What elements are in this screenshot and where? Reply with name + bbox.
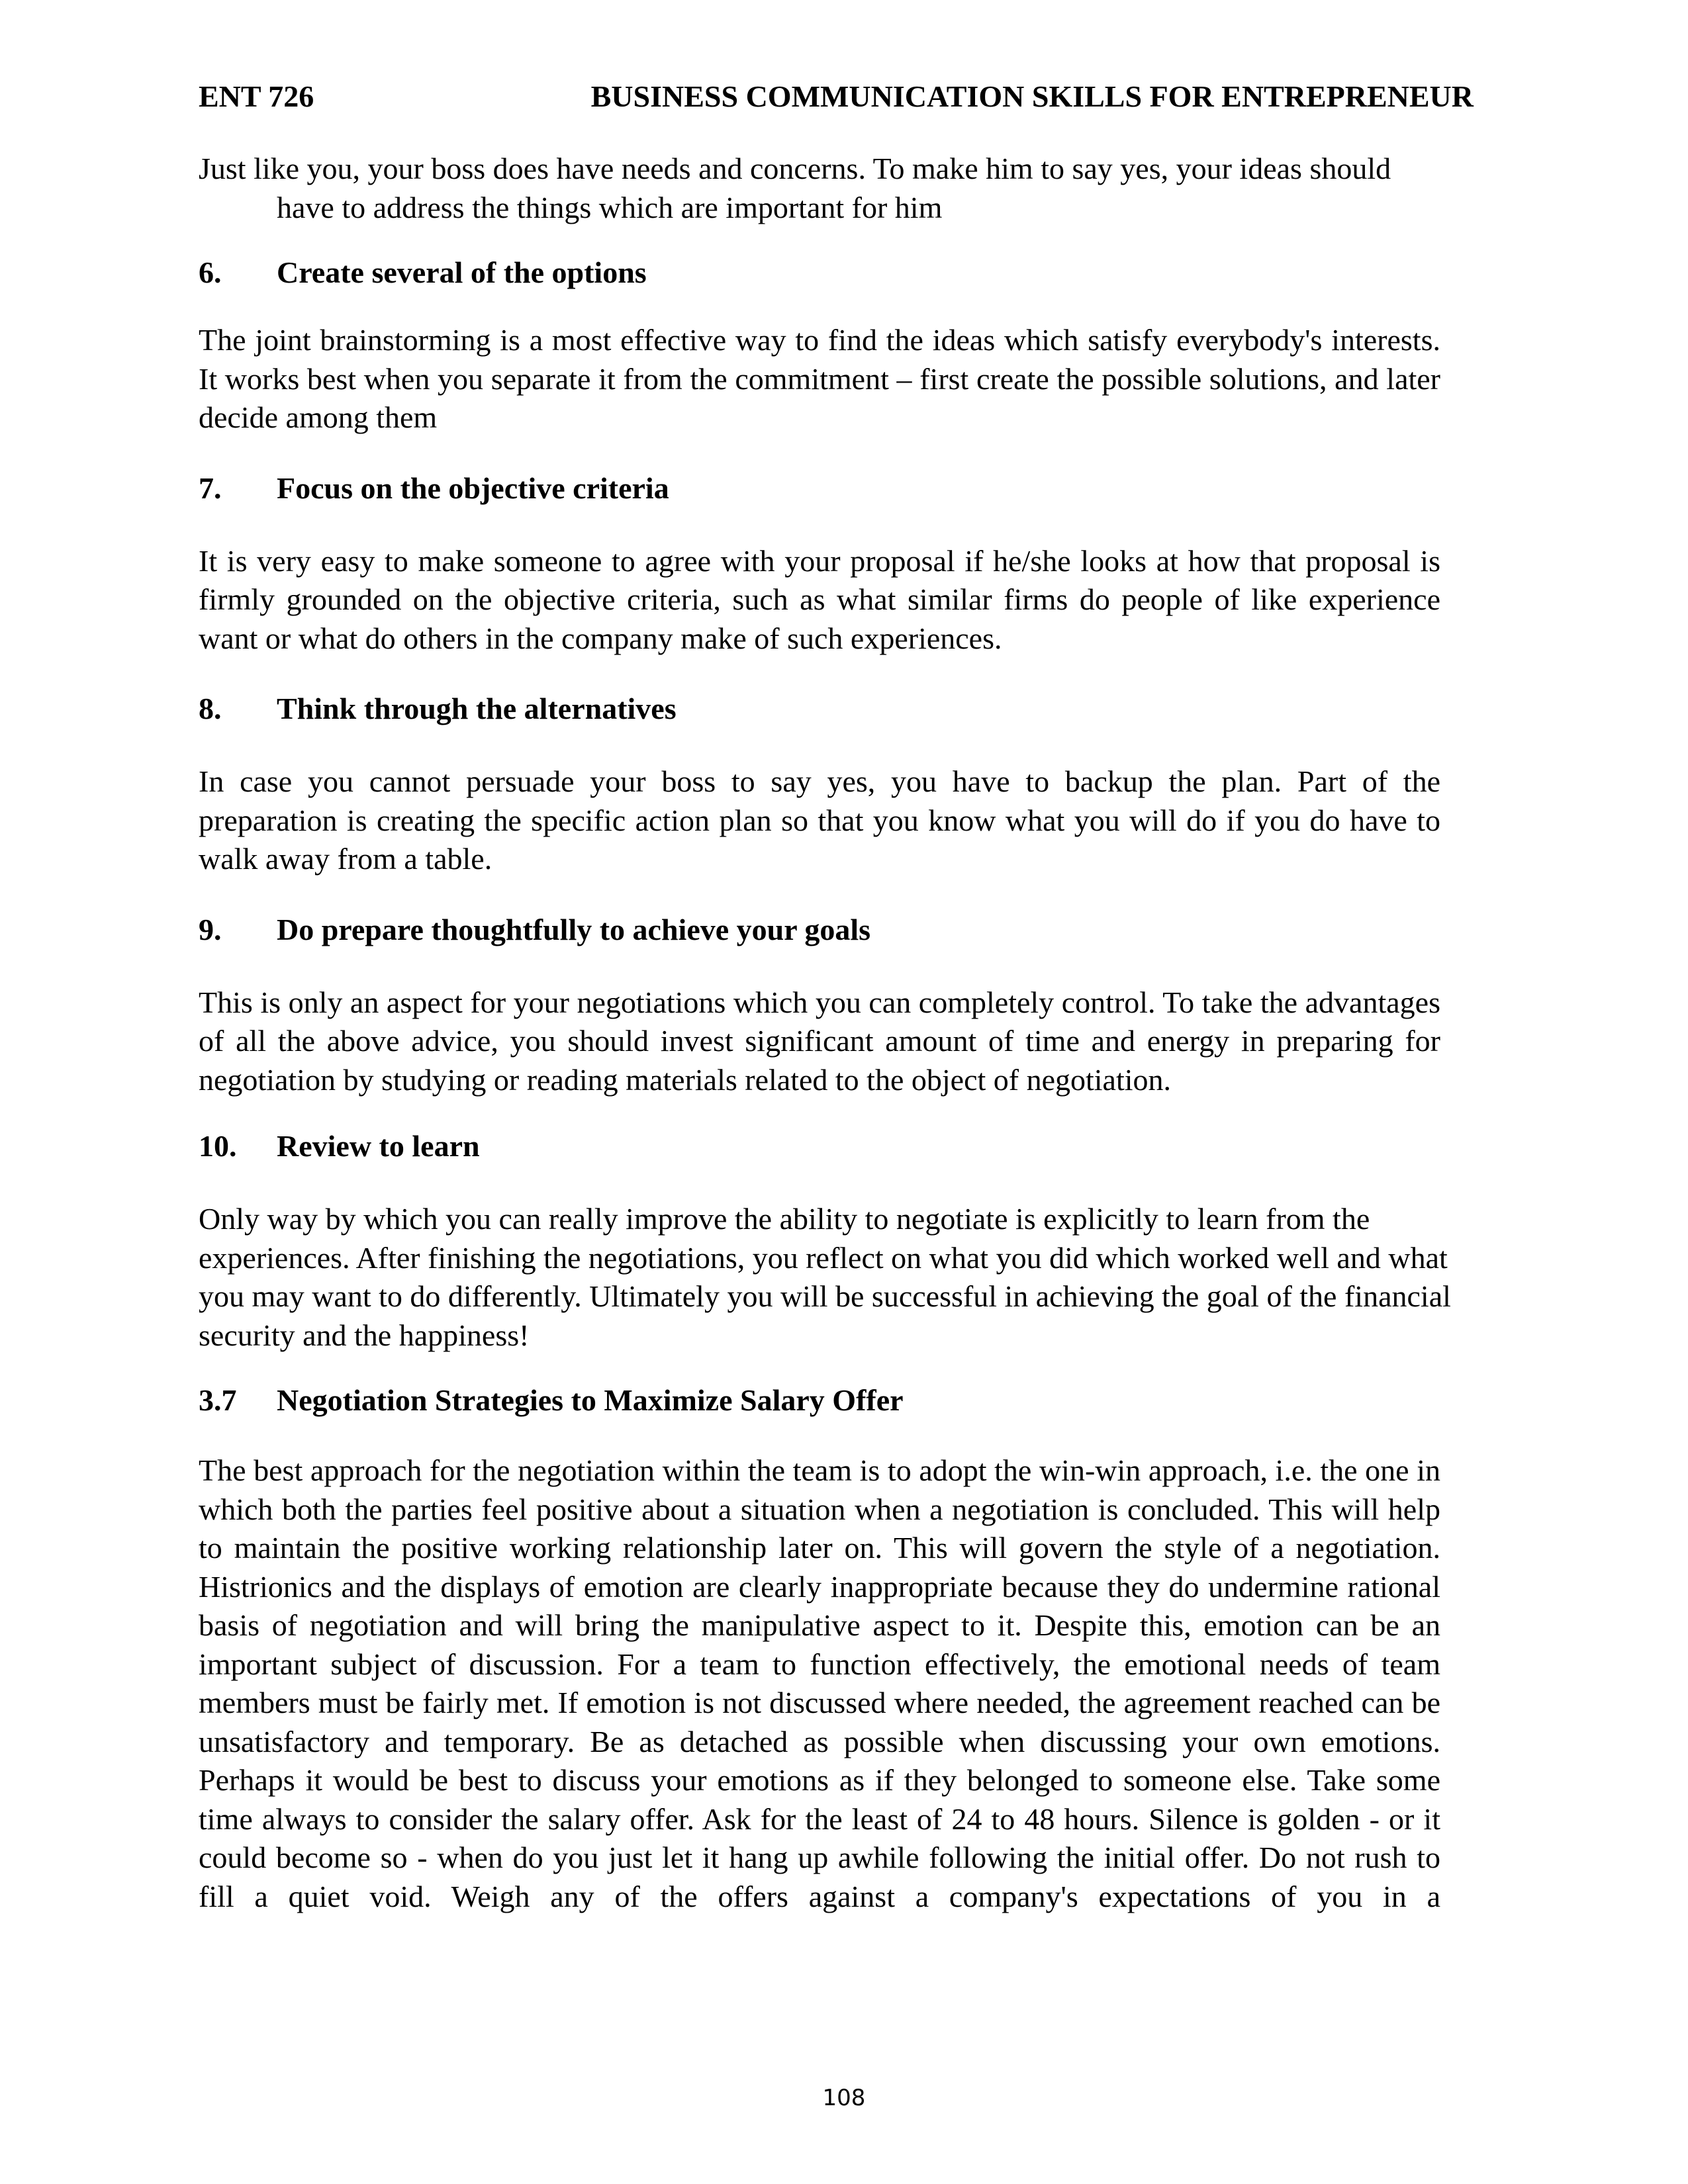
section-title: Think through the alternatives: [277, 692, 677, 725]
section-number: 6.: [199, 255, 222, 289]
section-heading-10: [199, 1127, 1440, 1165]
course-title: BUSINESS COMMUNICATION SKILLS FOR ENTREPRENEUR: [590, 79, 1474, 113]
course-code: ENT 726: [199, 79, 314, 113]
section-heading-7: [199, 469, 1440, 508]
section-title: Negotiation Strategies to Maximize Salary Offer: [277, 1383, 904, 1417]
section-paragraph-7: It is very easy to make someone to agree with your proposal if he/she looks at how that proposal is firmly grounded on the objective criteria, such as what similar firms do people of like experience want or what do others in the company make of such experiences.: [199, 543, 1440, 655]
section-paragraph-6: The joint brainstorming is a most effective way to find the ideas which satisfy everybody's interests. It works best when you separate it from the commitment – first create the possible solutions, and later decide among them: [199, 323, 1440, 434]
section-title: Focus on the objective criteria: [277, 471, 669, 505]
section-paragraph-9: This is only an aspect for your negotiations which you can completely control. To take the advantages of all the above advice, you should invest significant amount of time and energy in preparing for negotiation by studying or reading materials related to the object of negotiation.: [199, 985, 1440, 1097]
section-number: 7.: [199, 471, 222, 505]
section-heading-8: [199, 690, 1440, 728]
section-heading-3-7: [199, 1381, 1440, 1420]
section-heading-6: [199, 253, 1440, 292]
page-body: [199, 150, 1451, 1916]
section-heading-9: [199, 911, 1440, 949]
section-title: Create several of the options: [277, 255, 647, 289]
section-title: Do prepare thoughtfully to achieve your goals: [277, 912, 871, 946]
section-number: 3.7: [199, 1383, 237, 1417]
intro-paragraph: Just like you, your boss does have needs and concerns. To make him to say yes, your ideas should have to address the things which are important for him: [199, 152, 1391, 224]
section-number: 8.: [199, 692, 222, 725]
section-number: 9.: [199, 912, 222, 946]
section-number: 10.: [199, 1129, 237, 1163]
section-paragraph-10: Only way by which you can really improve the ability to negotiate is explicitly to learn from the experiences. After finishing the negotiations, you reflect on what you did which worked well and what you may want to do differently. Ultimately you will be successful in achieving the goal of the financial security and the happiness!: [199, 1202, 1451, 1352]
section-paragraph-8: In case you cannot persuade your boss to say yes, you have to backup the plan. Part of the preparation is creating the specific action plan so that you know what you will do if you do have to walk away from a table.: [199, 764, 1440, 876]
section-title: Review to learn: [277, 1129, 480, 1163]
section-paragraph-3-7: The best approach for the negotiation within the team is to adopt the win-win approach, i.e. the one in which both the parties feel positive about a situation when a negotiation is concluded. This will help to maintain the positive working relationship later on. This will govern the style of a negotiation. Histrionics and the displays of emotion are clearly inappropriate because they do undermine rational basis of negotiation and will bring the manipulative aspect to it. Despite this, emotion can be an important subject of discussion. For a team to function effectively, the emotional needs of team members must be fairly met. If emotion is not discussed where needed, the agreement reached can be unsatisfactory and temporary. Be as detached as possible when discussing your own emotions. Perhaps it would be best to discuss your emotions as if they belonged to someone else. Take some time always to consider the salary offer. Ask for the least of 24 to 48 hours. Silence is golden - or it could become so - when do you just let it hang up awhile following the initial offer. Do not rush to fill a quiet void. Weigh any of the offers against a company's expectations of you in a: [199, 1453, 1440, 1913]
page-number: 108: [822, 2085, 866, 2111]
